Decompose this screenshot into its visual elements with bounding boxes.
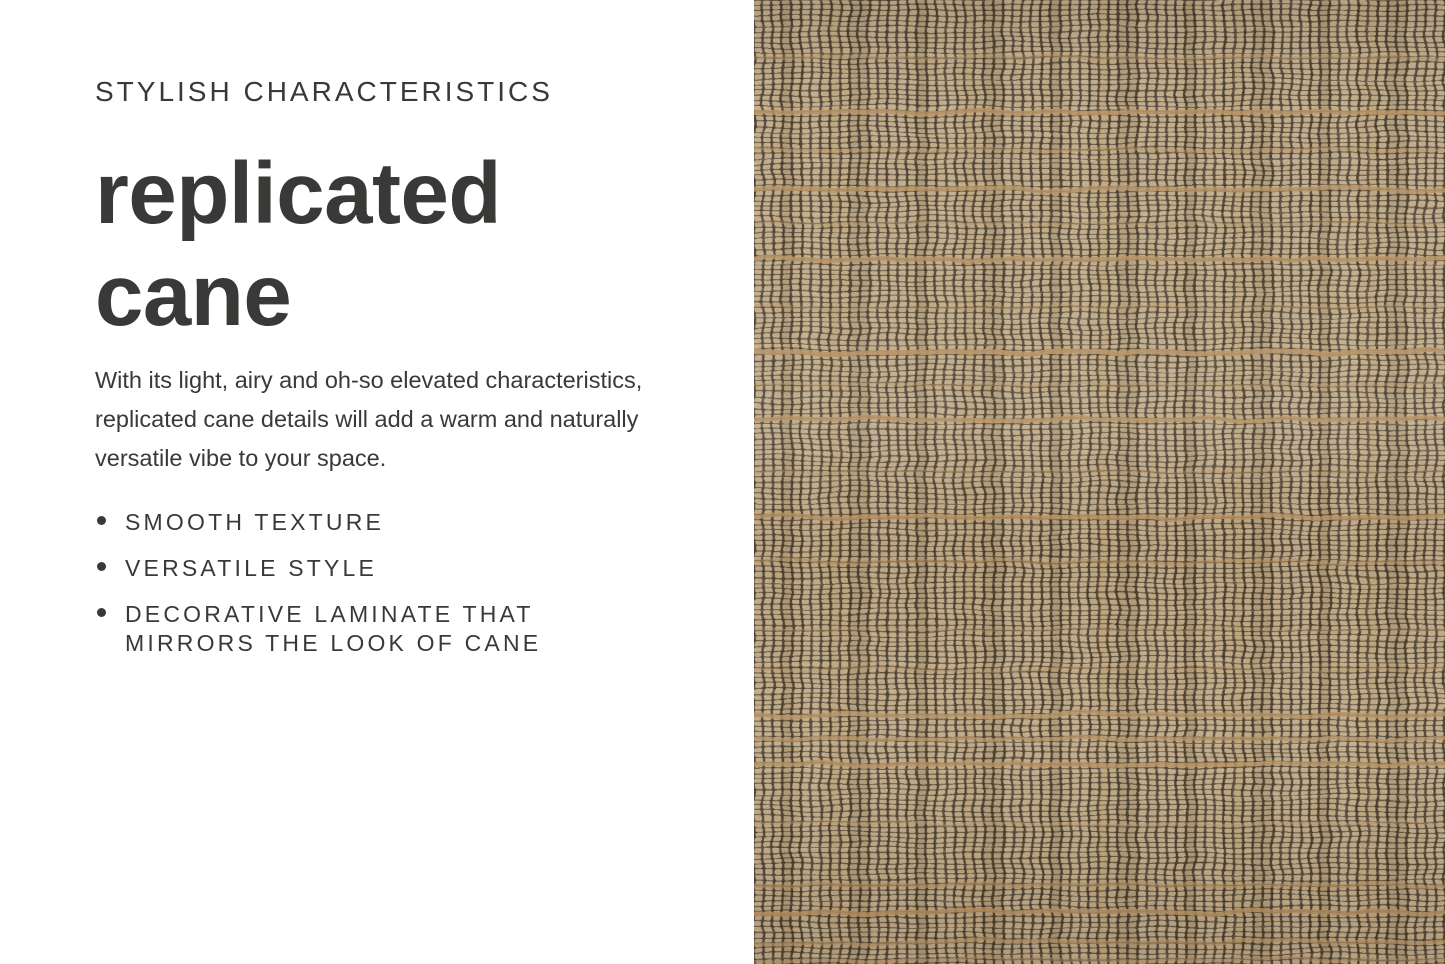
- text-content: [95, 75, 655, 675]
- feature-label: VERSATILE STYLE: [125, 555, 378, 581]
- bullet-dot-icon: [97, 608, 106, 617]
- feature-label: SMOOTH TEXTURE: [125, 509, 385, 535]
- texture-image: [754, 0, 1445, 964]
- cane-texture-svg: [754, 0, 1445, 964]
- bullet-dot-icon: [97, 562, 106, 571]
- bullet-dot-icon: [97, 516, 106, 525]
- feature-list: [95, 508, 630, 658]
- feature-item: [95, 508, 630, 537]
- feature-item: [95, 554, 630, 583]
- eyebrow-heading: STYLISH CHARACTERISTICS: [95, 76, 553, 107]
- page-title: replicated cane: [95, 145, 501, 344]
- description-text: With its light, airy and oh-so elevated characteristics, replicated cane details will add a warm and naturally versatile vibe to your space.: [95, 367, 643, 471]
- feature-item: [95, 600, 630, 658]
- feature-label: DECORATIVE LAMINATE THAT MIRRORS THE LOOK OF CANE: [125, 601, 542, 656]
